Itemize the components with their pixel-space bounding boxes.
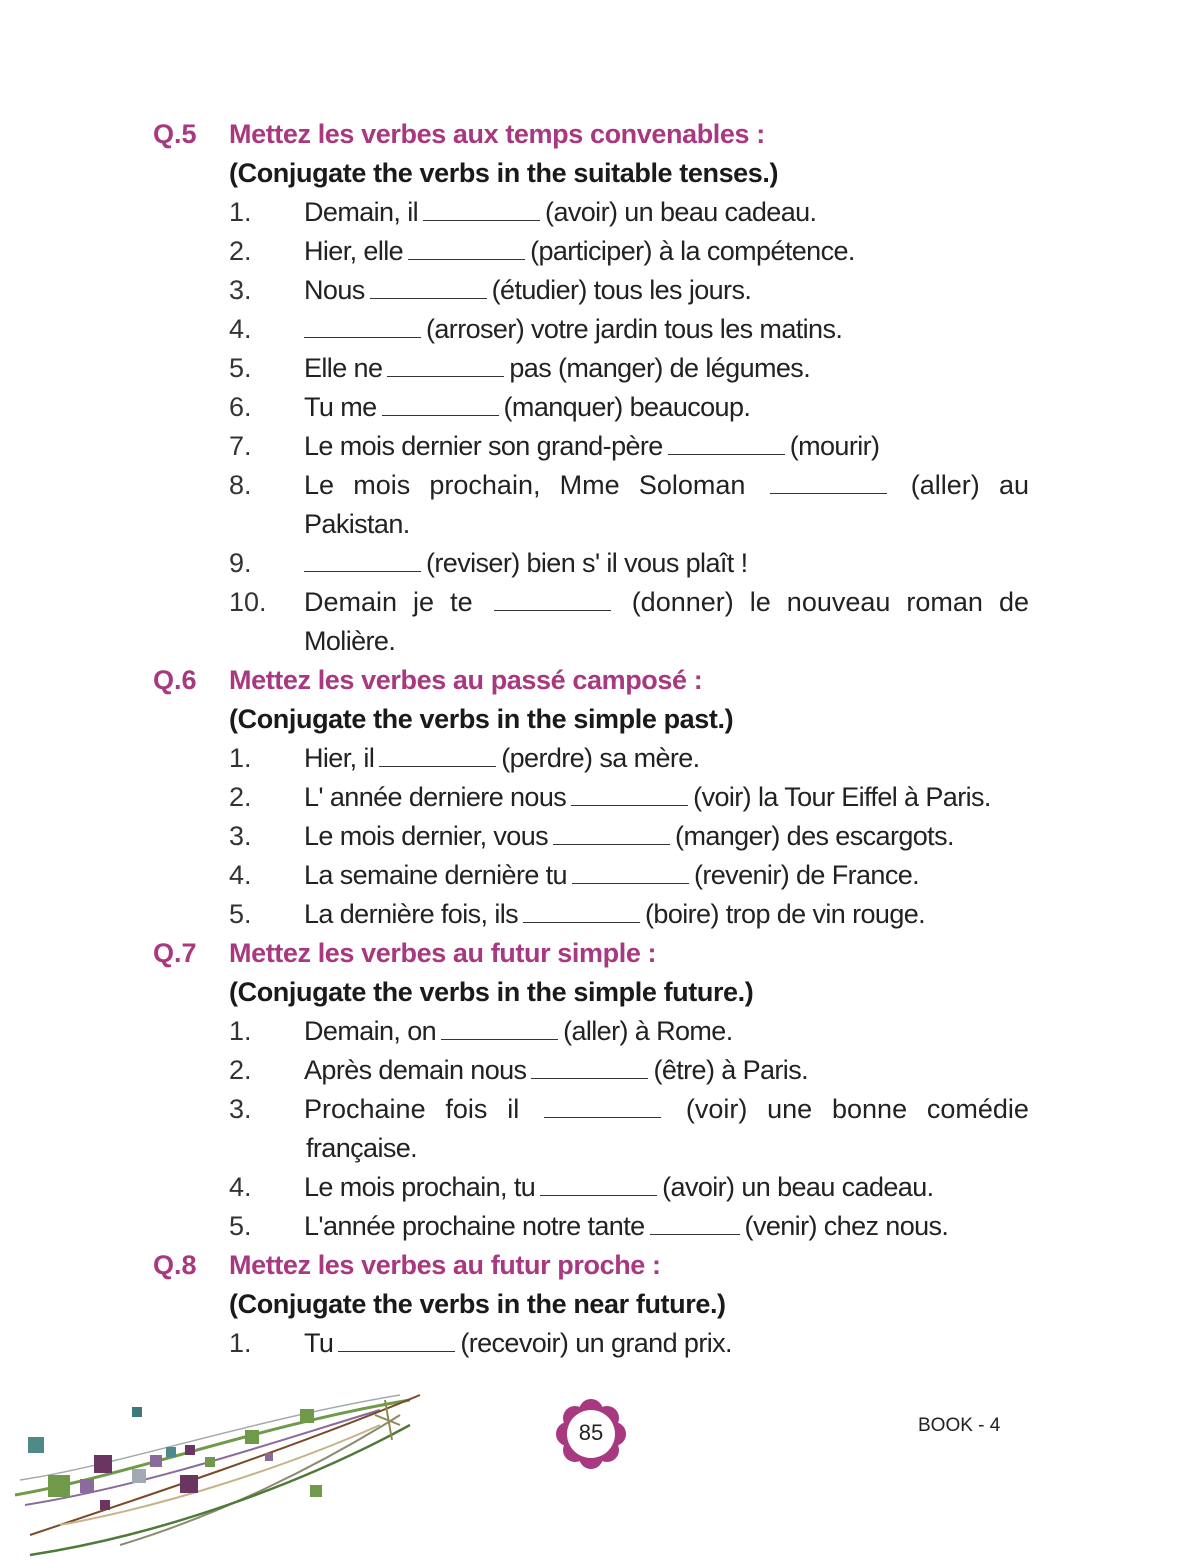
item-number: 5. [229, 1211, 252, 1241]
item-number: 3. [229, 1094, 252, 1124]
item-text-after: (venir) chez nous. [744, 1211, 949, 1241]
item-number: 8. [229, 470, 252, 500]
answer-blank[interactable] [668, 428, 785, 455]
answer-blank[interactable] [572, 857, 689, 884]
exercise-item [0, 1051, 1181, 1090]
exercise-item-continuation [0, 622, 1181, 661]
question-title: Mettez les verbes aux temps convenables : [229, 119, 765, 149]
answer-blank[interactable] [379, 740, 496, 767]
item-number: 2. [229, 782, 252, 812]
item-text-before: Le mois dernier, vous [304, 821, 549, 851]
exercise-item [0, 1324, 1181, 1363]
exercise-item [0, 427, 1181, 466]
item-text-before: Le mois dernier son grand-père [304, 431, 663, 461]
item-text-before: Elle ne [304, 353, 383, 383]
worksheet [0, 115, 1181, 1363]
question-subtitle: (Conjugate the verbs in the simple past.) [229, 704, 734, 734]
item-text-continuation: française. [306, 1133, 418, 1163]
item-number: 5. [229, 899, 252, 929]
item-number: 6. [229, 392, 252, 422]
answer-blank[interactable] [523, 896, 640, 923]
item-text-before: Demain je te [304, 587, 473, 617]
question-subtitle-row [0, 154, 1181, 193]
exercise-item [0, 271, 1181, 310]
item-number: 1. [229, 197, 252, 227]
exercise-item [0, 193, 1181, 232]
item-text-continuation: Pakistan. [304, 509, 410, 539]
item-text-after: (manger) des escargots. [675, 821, 954, 851]
exercise-item [0, 583, 1181, 622]
item-number: 1. [229, 1016, 252, 1046]
item-text-after: (étudier) tous les jours. [491, 275, 752, 305]
item-text-after: (arroser) votre jardin tous les matins. [426, 314, 843, 344]
item-number: 2. [229, 236, 252, 266]
answer-blank[interactable] [650, 1208, 740, 1235]
answer-blank[interactable] [441, 1013, 558, 1040]
book-label: BOOK - 4 [918, 1415, 1001, 1436]
item-text-after: (recevoir) un grand prix. [460, 1328, 732, 1358]
question-header [0, 934, 1181, 973]
item-number: 2. [229, 1055, 252, 1085]
answer-blank[interactable] [423, 194, 540, 221]
answer-blank[interactable] [304, 545, 421, 572]
answer-blank[interactable] [338, 1325, 455, 1352]
question-header [0, 1246, 1181, 1285]
exercise-item [0, 232, 1181, 271]
exercise-item [0, 739, 1181, 778]
answer-blank[interactable] [387, 350, 504, 377]
item-text-after: (avoir) un beau cadeau. [545, 197, 817, 227]
exercise-item-continuation [0, 1129, 1181, 1168]
item-text-after: (participer) à la compétence. [530, 236, 855, 266]
item-text-before: Hier, elle [304, 236, 404, 266]
item-number: 10. [229, 587, 267, 617]
item-number: 4. [229, 860, 252, 890]
answer-blank[interactable] [540, 1169, 657, 1196]
question-title: Mettez les verbes au futur proche : [229, 1250, 661, 1280]
question-title: Mettez les verbes au futur simple : [229, 938, 657, 968]
exercise-item-continuation [0, 505, 1181, 544]
exercise-item [0, 310, 1181, 349]
answer-blank[interactable] [531, 1052, 648, 1079]
item-text-after: (perdre) sa mère. [501, 743, 700, 773]
item-text-before: Nous [304, 275, 365, 305]
item-text-before: Prochaine fois il [304, 1094, 520, 1124]
item-text-after: (boire) trop de vin rouge. [645, 899, 926, 929]
item-text-after: (être) à Paris. [653, 1055, 808, 1085]
item-text-after: (revenir) de France. [693, 860, 920, 890]
item-text-before: Tu [304, 1328, 334, 1358]
question-subtitle-row [0, 973, 1181, 1012]
exercise-item [0, 1090, 1181, 1129]
question-subtitle-row [0, 1285, 1181, 1324]
item-text-before: Demain, il [304, 197, 419, 227]
item-text-continuation: Molière. [304, 626, 396, 656]
item-text-after: pas (manger) de légumes. [509, 353, 811, 383]
item-text-after: (manquer) beaucoup. [503, 392, 751, 422]
decorative-vine-graphic [0, 1385, 430, 1563]
item-text-after: (reviser) bien s' il vous plaît ! [426, 548, 748, 578]
exercise-item [0, 544, 1181, 583]
item-text-before: Demain, on [304, 1016, 437, 1046]
question-subtitle: (Conjugate the verbs in the simple future.) [229, 977, 754, 1007]
item-text-before: Le mois prochain, Mme Soloman [304, 470, 746, 500]
exercise-item [0, 895, 1181, 934]
answer-blank[interactable] [382, 389, 499, 416]
item-text-after: (avoir) un beau cadeau. [662, 1172, 934, 1202]
answer-blank[interactable] [553, 818, 670, 845]
item-number: 7. [229, 431, 252, 461]
question-title: Mettez les verbes au passé camposé : [229, 665, 703, 695]
exercise-item [0, 466, 1181, 505]
answer-blank[interactable] [408, 233, 525, 260]
item-text-before: L' année derniere nous [304, 782, 567, 812]
question-header [0, 661, 1181, 700]
answer-blank[interactable] [571, 779, 688, 806]
exercise-item [0, 1168, 1181, 1207]
page-number: 85 [578, 1420, 604, 1445]
item-text-before: La dernière fois, ils [304, 899, 519, 929]
exercise-item [0, 388, 1181, 427]
item-text-after: (voir) une bonne comédie [685, 1094, 1029, 1124]
item-number: 1. [229, 743, 252, 773]
item-number: 4. [229, 1172, 252, 1202]
item-number: 1. [229, 1328, 252, 1358]
answer-blank[interactable] [370, 272, 487, 299]
answer-blank[interactable] [544, 1091, 661, 1118]
exercise-item [0, 856, 1181, 895]
item-text-before: L'année prochaine notre tante [304, 1211, 645, 1241]
exercise-item [0, 817, 1181, 856]
item-number: 3. [229, 275, 252, 305]
item-text-before: Le mois prochain, tu [304, 1172, 536, 1202]
item-number: 3. [229, 821, 252, 851]
item-number: 5. [229, 353, 252, 383]
answer-blank[interactable] [770, 467, 887, 494]
exercise-item [0, 1012, 1181, 1051]
item-text-after: (aller) à Rome. [563, 1016, 733, 1046]
item-text-before: La semaine dernière tu [304, 860, 567, 890]
exercise-item [0, 778, 1181, 817]
item-text-before: Tu me [304, 392, 377, 422]
item-text-after: (mourir) [789, 431, 880, 461]
item-text-after: (donner) le nouveau roman de [631, 587, 1029, 617]
question-number: Q.8 [153, 1250, 197, 1280]
exercise-item [0, 1207, 1181, 1246]
question-subtitle-row [0, 700, 1181, 739]
question-header [0, 115, 1181, 154]
item-text-before: Hier, il [304, 743, 375, 773]
item-text-after: (aller) au [910, 470, 1029, 500]
exercise-item [0, 349, 1181, 388]
question-number: Q.5 [153, 119, 197, 149]
question-subtitle: (Conjugate the verbs in the suitable tenses.) [229, 158, 779, 188]
answer-blank[interactable] [494, 584, 611, 611]
answer-blank[interactable] [304, 311, 421, 338]
item-number: 4. [229, 314, 252, 344]
item-text-after: (voir) la Tour Eiffel à Paris. [693, 782, 991, 812]
question-number: Q.7 [153, 938, 197, 968]
item-number: 9. [229, 548, 252, 578]
question-number: Q.6 [153, 665, 197, 695]
item-text-before: Après demain nous [304, 1055, 527, 1085]
question-subtitle: (Conjugate the verbs in the near future.) [229, 1289, 726, 1319]
